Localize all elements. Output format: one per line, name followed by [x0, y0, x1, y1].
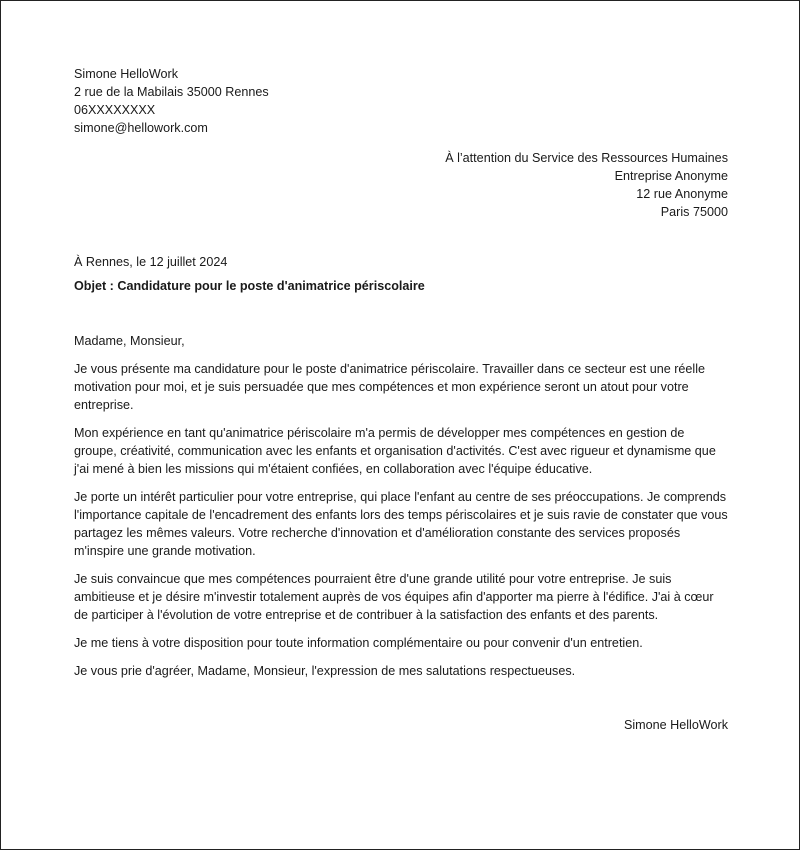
body-paragraph: Je me tiens à votre disposition pour toute information complémentaire ou pour convenir d'un entretien.: [74, 636, 643, 650]
sender-block: [74, 65, 728, 137]
recipient-street: 12 rue Anonyme: [636, 187, 728, 201]
body-paragraph: Mon expérience en tant qu'animatrice périscolaire m'a permis de développer mes compétences en gestion de groupe, créativité, communication avec les enfants et organisation d'activités. C'est avec rigueur et dynamisme que j'ai mené à bien les missions qui m'étaient confiées, en collaboration avec l'équipe éducative.: [74, 426, 716, 476]
sender-name: Simone HelloWork: [74, 67, 179, 81]
signature: Simone HelloWork: [623, 718, 728, 732]
recipient-city: Paris 75000: [660, 205, 728, 219]
recipient-block: [74, 149, 728, 221]
body-paragraph: Je suis convaincue que mes compétences pourraient être d'une grande utilité pour votre entreprise. Je suis ambitieuse et je désire m'investir totalement auprès de vos équipes afin d'apporter ma pierre à l'édifice. J'ai à cœur de participer à l'évolution de votre entreprise et de contribuer à la satisfaction des enfants et des parents.: [74, 572, 714, 622]
subject-line: Objet : Candidature pour le poste d'animatrice périscolaire: [74, 279, 425, 293]
body-paragraph: Je vous présente ma candidature pour le poste d'animatrice périscolaire. Travailler dans ce secteur est une réelle motivation pour moi, et je suis persuadée que mes compétences et mon expérience seront un atout pour votre entreprise.: [74, 362, 706, 412]
cover-letter: [74, 65, 728, 734]
date-line: À Rennes, le 12 juillet 2024: [74, 255, 228, 269]
sender-address: 2 rue de la Mabilais 35000 Rennes: [74, 85, 269, 99]
recipient-company: Entreprise Anonyme: [614, 169, 728, 183]
recipient-attention: À l’attention du Service des Ressources Humaines: [445, 151, 728, 165]
salutation: Madame, Monsieur,: [74, 334, 185, 348]
sender-phone: 06XXXXXXXX: [74, 103, 156, 117]
body-paragraph: Je porte un intérêt particulier pour votre entreprise, qui place l'enfant au centre de ses préoccupations. Je comprends l'importance capitale de l'encadrement des enfants lors des temps périscolaires et je suis ravie de constater que vous partagez les mêmes valeurs. Votre recherche d'innovation et d'amélioration constante des services proposés m'inspire une grande motivation.: [74, 490, 728, 558]
sender-email: simone@hellowork.com: [74, 121, 208, 135]
closing-paragraph: Je vous prie d'agréer, Madame, Monsieur, l'expression de mes salutations respectueuses.: [74, 664, 576, 678]
